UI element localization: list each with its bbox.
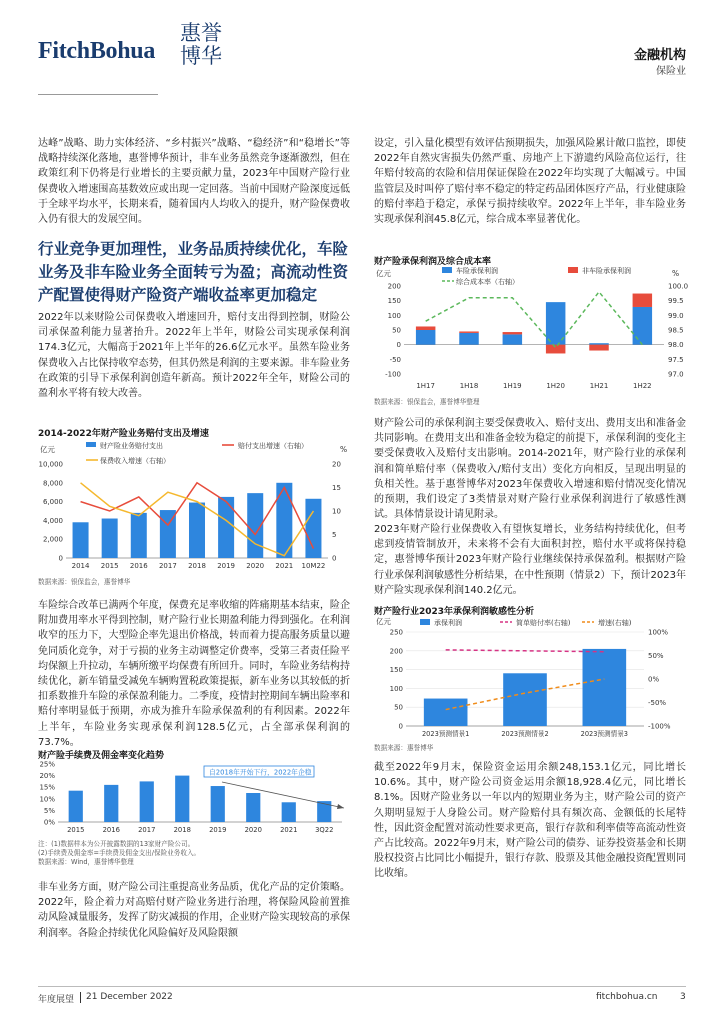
chart3-title: 财产险手续费及佣金率变化趋势 (38, 751, 165, 761)
c4-y2tick: 50% (648, 652, 664, 660)
c2-bar-1-0 (416, 326, 436, 330)
c3-ytick: 25% (39, 760, 55, 769)
c2-ytick: 150 (387, 297, 401, 306)
chart1-source: 数据来源：银保监会，惠誉博华 (38, 578, 131, 586)
footer-doc-type: 年度展望 (38, 995, 75, 1005)
c4-bar-0-1 (503, 673, 547, 726)
chart3-svg (34, 760, 354, 840)
c1-xtick: 2014 (71, 562, 90, 570)
c2-y2tick: 98.5 (668, 326, 684, 335)
c3-xtick: 2019 (209, 826, 227, 834)
chart3-note-1: 注：(1)数据样本为公开披露数据的13家财产险公司。 (38, 840, 195, 848)
c3-ytick: 10% (39, 795, 55, 804)
c1-ytick: 4,000 (42, 516, 63, 525)
right-paragraph-1: 设定，引入量化模型有效评估预期损失，加强风险累计敞口监控，即使2022年自然灾害损失仍然严重、房地产上下游遗约风险高位运行，往年赔付较高的农险和信用保证保险在2022年均实现了大幅减亏。中国监管层及时叫停了赔付率不稳定的特定药品团体医疗产品，行业健康险的赔付率趋于稳定，承保亏损持续收窄。2022年上半年，非车险业务实现承保利润45.8亿元，综合成本率显著优化。 (374, 138, 686, 226)
c1-xtick: 2020 (246, 562, 265, 570)
c2-bar-0-1 (459, 333, 479, 345)
c2-xtick: 1H19 (503, 382, 522, 390)
right-paragraph-4: 截至2022年9月末，保险资金运用余额248,153.1亿元，同比增长10.6%。其中，财产险公司资金运用余额18,928.4亿元，同比增长8.1%。因财产险业务以一年以内的短期业务为主，财产险公司的资产久期明显短于人身险公司。财产险赔付具有频次高、金额低的长尾特性，因此资金配置对流动性要求更高，银行存款和利率债等高流动性资产占比较高。2022年9月末，财产险公司的债券、证券投资基金和长期股权投资占比同比小幅提升，银行存款、股票及其他金融投资配置则同比收缩。 (374, 762, 686, 880)
right-paragraph-3: 2023年财产险行业保费收入有望恢复增长，业务结构持续优化，但考虑到疫情管制放开，未来将不会有大面积封控，赔付水平或将保持稳定，惠誉博华预计2023年财产险行业继续保持承保盈利。根据财产险行业承保利润敏感性分析结果，在中性预期（情景2）下，预计2023年财产险实现承保利润140.2亿元。 (374, 524, 686, 596)
chart3-bars (69, 776, 332, 822)
c2-y2tick: 97.5 (668, 355, 684, 364)
chart1-unit-right: % (340, 445, 348, 454)
c2-ytick: 100 (387, 311, 401, 320)
logo-chinese: 惠誉博华 (180, 21, 222, 68)
c2-bar-0-2 (503, 334, 523, 344)
chart4-legend-swatch-1 (420, 619, 430, 625)
c3-ytick: 5% (43, 806, 55, 815)
c1-ytick: 6,000 (42, 498, 63, 507)
c3-bar-0-7 (317, 801, 331, 822)
c4-ytick: 50 (394, 703, 403, 712)
chart4-legend-3: 增速(右轴) (598, 619, 632, 627)
c2-ytick: -50 (389, 355, 401, 364)
c3-xtick: 2021 (280, 826, 298, 834)
chart3-arrow-head (337, 804, 344, 809)
chart2-unit-right: % (672, 269, 680, 278)
c1-bar-0-2 (131, 513, 147, 558)
c2-xtick: 1H20 (546, 382, 565, 390)
c2-bar-0-5 (633, 307, 653, 345)
c3-ytick: 15% (39, 783, 55, 792)
c1-xtick: 2015 (100, 562, 119, 570)
chart2-legend-swatch-1 (442, 267, 452, 273)
chart3-annotation: 自2018年开始下行，2022年企稳 (209, 768, 312, 777)
chart4-svg (372, 614, 692, 746)
chart4-bars (424, 649, 626, 726)
c2-bar-1-4 (589, 345, 609, 351)
c2-ytick: 0 (396, 341, 401, 350)
chart1-svg (36, 440, 352, 590)
c2-y2tick: 97.0 (668, 370, 684, 379)
c3-xtick: 3Q22 (315, 826, 334, 834)
header-divider (38, 94, 158, 95)
c3-bar-0-4 (211, 786, 225, 822)
c2-y2tick: 98.0 (668, 341, 684, 350)
chart1-legend-1: 财产险业务赔付支出 (100, 442, 163, 450)
c4-ytick: 100 (389, 684, 403, 693)
c1-bar-0-1 (102, 519, 118, 558)
logo-fitchbohua: FitchBohua (38, 38, 156, 64)
c4-y2tick: -50% (648, 699, 667, 707)
c1-xtick: 10M22 (301, 562, 326, 570)
chart1-legend-3: 保费收入增速（右轴） (100, 457, 170, 465)
c1-bar-0-4 (189, 503, 205, 558)
c2-xtick: 1H18 (459, 382, 479, 390)
chart4-title: 财产险行业2023年承保利润敏感性分析 (374, 607, 535, 617)
c1-y2tick: 10 (332, 507, 341, 516)
c2-bar-1-5 (633, 294, 653, 307)
chart1-unit-left: 亿元 (40, 445, 55, 454)
c3-bar-0-0 (69, 791, 83, 822)
chart4-legend-1: 承保利润 (434, 619, 462, 627)
c3-bar-0-6 (282, 802, 296, 822)
c1-ytick: 10,000 (38, 460, 63, 469)
c1-y2tick: 5 (332, 531, 337, 539)
c4-ytick: 0 (398, 722, 403, 731)
c1-ytick: 0 (58, 554, 63, 563)
c4-bar-0-2 (583, 649, 627, 726)
c1-bar-0-0 (73, 522, 89, 558)
c1-ytick: 8,000 (42, 479, 63, 488)
c1-y2tick: 0 (332, 554, 337, 563)
c2-ytick: 200 (387, 282, 401, 291)
c3-bar-0-2 (140, 781, 154, 822)
chart1-legend-2: 赔付支出增速（右轴） (238, 442, 308, 450)
c2-ytick: 50 (392, 326, 401, 335)
footer-site: fitchbohua.cn (596, 992, 658, 1002)
chart2-legend-3: 综合成本率（右轴） (456, 278, 519, 286)
chart2-unit-left: 亿元 (376, 269, 391, 278)
c1-xtick: 2017 (158, 562, 177, 570)
c3-xtick: 2015 (67, 826, 85, 834)
c1-bar-0-5 (218, 497, 234, 558)
chart2-title: 财产险承保利润及综合成本率 (374, 257, 492, 267)
c4-ytick: 200 (389, 647, 403, 656)
subsection-title: 保险业 (656, 66, 686, 77)
c3-xtick: 2017 (138, 826, 156, 834)
chart2-legend-2: 非车险承保利润 (582, 267, 631, 275)
footer-divider (38, 986, 686, 987)
c2-y2tick: 99.5 (668, 297, 684, 306)
c4-xtick: 2023预测情景2 (501, 730, 549, 738)
c4-ytick: 150 (389, 666, 403, 675)
c3-xtick: 2020 (244, 826, 262, 834)
c3-ytick: 20% (39, 772, 55, 781)
c2-series-line-2 (426, 292, 643, 348)
c3-ytick: 0% (43, 818, 55, 827)
c1-xtick: 2018 (188, 562, 206, 570)
c3-xtick: 2016 (102, 826, 120, 834)
chart3-source: 数据来源：Wind，惠誉博华整理 (38, 858, 134, 866)
c2-xtick: 1H17 (416, 382, 435, 390)
chart2-source: 数据来源：银保监会，惠誉博华整理 (374, 398, 480, 406)
c1-y2tick: 20 (332, 460, 341, 469)
c2-xtick: 1H22 (633, 382, 652, 390)
c2-bar-0-4 (589, 343, 609, 344)
c3-bar-0-3 (175, 776, 189, 822)
c2-y2tick: 99.0 (668, 311, 684, 320)
c2-bar-1-2 (503, 332, 523, 334)
c1-xtick: 2021 (275, 562, 294, 570)
chart2-lines (426, 292, 643, 348)
left-paragraph-4: 非车业务方面，财产险公司注重提高业务品质，优化产品的定价策略。2022年，险企着力对高赔付财产险业务进行治理，将保险风险前置推动风险减量服务，发挥了防灾减损的作用，企业财产险实现较高的承保利润率。各险企持续优化风险偏好及风险限额 (38, 882, 350, 939)
c4-y2tick: -100% (648, 722, 671, 731)
c2-bar-0-0 (416, 330, 436, 345)
chart4-unit-left: 亿元 (376, 617, 391, 626)
chart1-title: 2014-2022年财产险业务赔付支出及增速 (38, 429, 209, 439)
c1-bar-0-8 (305, 499, 321, 558)
footer-page-number: 3 (680, 992, 686, 1002)
section-title: 金融机构 (633, 48, 686, 63)
left-paragraph-2: 2022年以来财险公司保费收入增速回升，赔付支出得到控制，财险公司承保盈利能力显著抬升。2022年上半年，财险公司实现承保利润174.3亿元，大幅高于2021年上半年的26.6亿元水平。虽然车险业务保费收入占比保持收窄态势，但其仍然是利润的主要来源。非车险业务在政策的引导下承保利润创造年新高。预计2022年全年，财险公司的盈利水平将有较大改善。 (38, 312, 350, 400)
c3-xtick: 2018 (173, 826, 191, 834)
c4-xtick: 2023预测情景1 (421, 730, 470, 738)
chart2-legend-swatch-2 (568, 267, 578, 273)
c2-bar-1-3 (546, 345, 566, 354)
right-paragraph-2: 财产险公司的承保利润主要受保费收入、赔付支出、费用支出和准备金共同影响。在费用支出和准备金较为稳定的前提下，承保利润的变化主要受保费收入及赔付支出影响。2014-2021年，财产险行业的承保利润和简单赔付率（保费收入/赔付支出）变化方向相反，呈现出明显的负相关性。基于惠誉博华对2023年保费收入增速和赔付情况变化情况的预期，我们设定了3类情景对财产险行业承保利润进行了敏感性测试。具体情景设计请见附录。 (374, 418, 686, 521)
c1-xtick: 2019 (217, 562, 236, 570)
chart2-svg (372, 264, 692, 400)
section-heading: 行业竞争更加理性，业务品质持续优化，车险业务及非车险业务全面转亏为盈；高流动性资产配置使得财产险资产端收益率更加稳定 (38, 240, 349, 304)
chart1-bars (73, 483, 322, 558)
c2-ytick: -100 (385, 370, 401, 379)
c1-ytick: 2,000 (42, 535, 63, 544)
c4-y2tick: 100% (648, 628, 669, 637)
chart4-legend-2: 简单赔付率(右轴) (516, 619, 571, 627)
c2-xtick: 1H21 (589, 382, 609, 390)
c3-bar-0-5 (246, 793, 260, 822)
chart2-legend-1: 车险承保利润 (456, 267, 498, 275)
left-paragraph-3: 车险综合改革已满两个年度，保费充足率收缩的阵痛期基本结束，险企附加费用率水平得到控制，财产险行业长期盈利能力得到强化。在利润收窄的压力下，大型险企率先退出价格战，转而着力提高服务质量以避免同质化竞争，对于亏损的业务主动调整定价费率，受第三者责任险平均保额上升拉动，车辆所缴平均保费有所回升。同时，车险业务结构持续优化，新车销量受减免车辆购置税政策提振，新车业务以其较低的折扣系数推升车险的承保盈利能力。二季度，疫情封控期间车辆出险率和赔付率明显低于预期，亦成为推升车险承保盈利的有利因素。2022年上半年，车险业务实现承保利润128.5亿元，占全部承保利润的73.7%。 (38, 600, 350, 748)
c4-ytick: 250 (389, 628, 403, 637)
footer-separator (80, 992, 81, 1003)
chart1-legend-bar-swatch (86, 442, 96, 447)
footer-date: 21 December 2022 (86, 992, 173, 1002)
c1-y2tick: 15 (332, 484, 341, 492)
chart3-note-2: (2)手续费及佣金率=手续费及佣金支出/保险业务收入。 (38, 849, 201, 857)
c1-xtick: 2016 (129, 562, 148, 570)
c2-bar-1-1 (459, 331, 479, 332)
c4-xtick: 2023预测情景3 (580, 730, 629, 738)
c2-y2tick: 100.0 (668, 282, 689, 291)
c4-y2tick: 0% (648, 675, 660, 684)
left-paragraph-1: 达峰”战略、助力实体经济、“乡村振兴”战略、“稳经济”和“稳增长”等战略持续深化落地，惠誉博华预计，非车业务虽然竞争逐渐激烈，但在政策红利下仍将是行业增长的主要贡献力量，2023年中国财产险行业保费收入增速围高基数效应或出现一定回落。当前中国财产险深度远低于全球平均水平，长期来看，随着国内人均收入的提升，财产险保费收入仍有很大的发展空间。 (38, 138, 350, 226)
chart4-source: 数据来源：惠誉博华 (374, 744, 434, 752)
c4-bar-0-0 (424, 699, 468, 726)
c3-bar-0-1 (104, 785, 118, 822)
